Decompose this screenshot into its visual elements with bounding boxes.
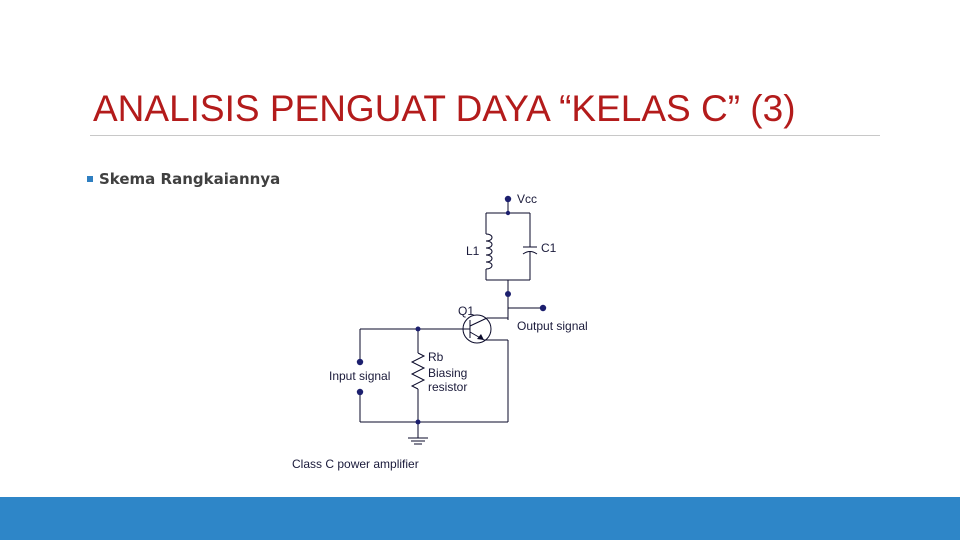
transistor-collector (470, 318, 487, 326)
input-label: Input signal (329, 369, 391, 383)
vcc-label: Vcc (517, 192, 538, 206)
inductor-label: L1 (466, 244, 480, 258)
resistor-label: Rb (428, 350, 444, 364)
collector-node (505, 291, 511, 297)
resistor-desc-1: Biasing (428, 366, 468, 380)
inductor-coil (486, 234, 492, 269)
output-label: Output signal (517, 319, 588, 333)
capacitor-label: C1 (541, 241, 557, 255)
resistor-zigzag (412, 353, 424, 389)
slide-title: ANALISIS PENGUAT DAYA “KELAS C” (3) (93, 88, 796, 129)
input-node-bottom (357, 389, 363, 395)
base-node (416, 327, 421, 332)
resistor-desc-2: resistor (428, 380, 468, 394)
vcc-node (505, 196, 511, 202)
input-node-top (357, 359, 363, 365)
circuit-caption: Class C power amplifier (292, 457, 419, 471)
transistor-label: Q1 (458, 304, 475, 318)
bullet-text: Skema Rangkaiannya (99, 170, 281, 188)
output-node (540, 305, 546, 311)
footer-bar (0, 497, 960, 540)
tank-top-node (506, 211, 510, 215)
ground-node (416, 420, 421, 425)
